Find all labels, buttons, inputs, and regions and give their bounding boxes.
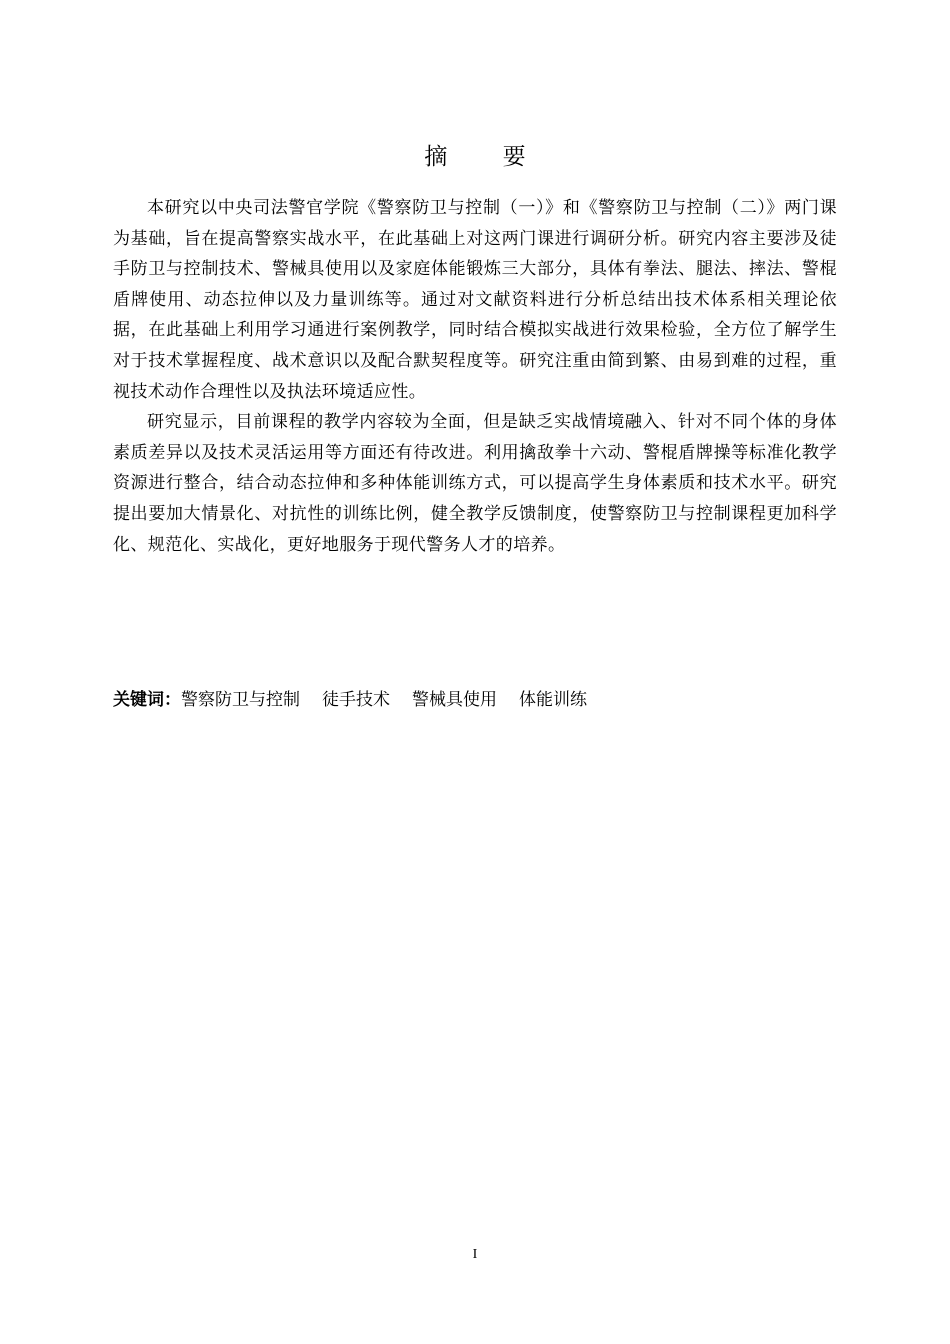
page-title: 摘 要: [424, 144, 550, 170]
abstract-body: [113, 193, 837, 560]
keyword-item: 警察防卫与控制: [181, 690, 300, 710]
keyword-item: 体能训练: [519, 690, 587, 710]
abstract-paragraph-2: 研究显示，目前课程的教学内容较为全面，但是缺乏实战情境融入、针对不同个体的身体素质差异以及技术灵活运用等方面还有待改进。利用擒敌拳十六动、警棍盾牌操等标准化教学资源进行整合，结合动态拉伸和多种体能训练方式，可以提高学生身体素质和技术水平。研究提出要加大情景化、对抗性的训练比例，健全教学反馈制度，使警察防卫与控制课程更加科学化、规范化、实战化，更好地服务于现代警务人才的培养。: [113, 412, 837, 555]
abstract-paragraph-1: 本研究以中央司法警官学院《警察防卫与控制（一）》和《警察防卫与控制（二）》两门课为基础，旨在提高警察实战水平，在此基础上对这两门课进行调研分析。研究内容主要涉及徒手防卫与控制技术、警械具使用以及家庭体能锻炼三大部分，具体有拳法、腿法、摔法、警棍盾牌使用、动态拉伸以及力量训练等。通过对文献资料进行分析总结出技术体系相关理论依据，在此基础上利用学习通进行案例教学，同时结合模拟实战进行效果检验，全方位了解学生对于技术掌握程度、战术意识以及配合默契程度等。研究注重由简到繁、由易到难的过程，重视技术动作合理性以及执法环境适应性。: [113, 198, 837, 402]
keywords-label: 关键词：: [113, 690, 181, 710]
keyword-item: 警械具使用: [412, 690, 497, 710]
keywords-line: [113, 686, 837, 714]
page-number: I: [472, 1247, 478, 1262]
keyword-item: 徒手技术: [322, 690, 390, 710]
